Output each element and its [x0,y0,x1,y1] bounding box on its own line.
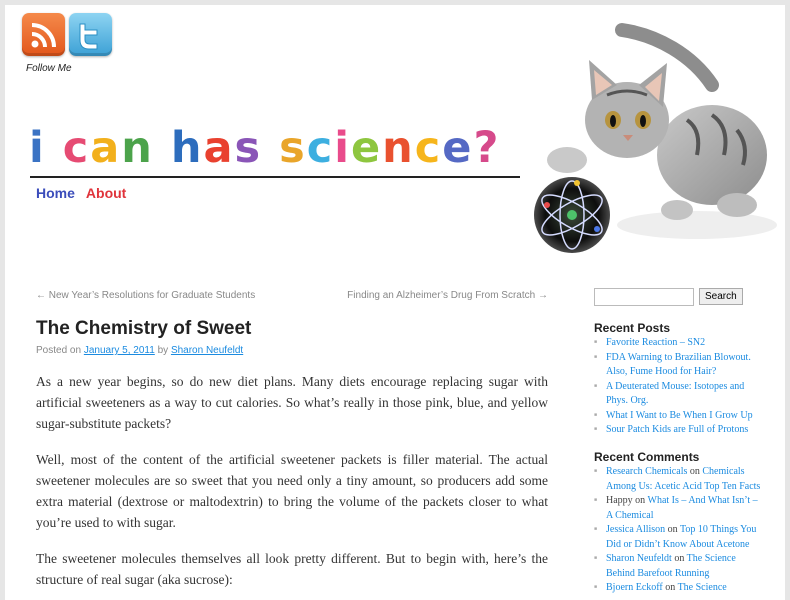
title-letter: n [382,123,415,173]
recent-post-link[interactable]: A Deuterated Mouse: Isotopes and Phys. Org. [606,380,745,406]
post-paragraph: Well, most of the content of the artificial sweetener packets is filler material. The actual sweetener molecules are so sweet that you need only a tiny amount, so producers add some extra material (dextrose or maltodextrin) to bring the volume of the packets closer to what you’re used to with sugar. [36,452,548,530]
comment-on-label: on [665,582,676,593]
comment-post-link[interactable]: Chemicals Among Us: Acetic Acid Top Ten Facts [606,466,761,492]
title-letter: h [170,123,204,173]
comment-post-link[interactable]: The Science [677,582,727,593]
nav-home[interactable]: Home [36,185,75,201]
comment-author-link[interactable]: Research Chemicals [606,466,688,477]
twitter-icon[interactable] [69,13,112,56]
by-label: by [157,345,169,356]
site-title[interactable] [29,113,500,173]
list-item[interactable] [594,423,764,438]
title-letter: n [121,123,154,173]
title-letter: ? [473,123,501,173]
title-letter: a [90,123,122,173]
list-item[interactable] [594,336,764,351]
post-meta [36,345,243,356]
title-letter: s [279,123,307,173]
social-links [22,13,112,56]
search-form [594,288,743,306]
comment-author-link[interactable]: Bjoern Eckoff [606,582,663,593]
search-input[interactable] [594,288,694,306]
recent-comments-title: Recent Comments [594,450,700,464]
list-item[interactable] [594,351,764,380]
title-letter [262,123,279,173]
next-post-link[interactable]: Finding an Alzheimer’s Drug From Scratch → [347,290,548,301]
list-item [594,494,764,523]
comment-on-label: on [674,553,685,564]
follow-me-label: Follow Me [26,63,72,74]
list-item[interactable] [594,409,764,424]
post-content [36,371,548,600]
comment-on-label: on [689,466,700,477]
list-item[interactable] [594,380,764,409]
title-letter: s [234,123,263,173]
comment-post-link[interactable]: The Science Behind Barefoot Running [606,553,736,579]
comment-on-label: on [667,524,678,535]
main-nav [36,185,126,201]
post-author-link[interactable]: Sharon Neufeldt [170,345,244,356]
rss-icon[interactable] [22,13,65,56]
title-letter: a [203,123,235,173]
comment-post-link[interactable]: Top 10 Things You Did or Didn’t Know About Acetone [606,524,757,550]
prev-post-link[interactable]: ← New Year’s Resolutions for Graduate Students [36,290,256,301]
title-letter: c [306,123,335,173]
list-item [594,523,764,552]
recent-posts-list [594,336,764,438]
title-letter: c [62,123,91,173]
list-item [594,465,764,494]
kitten-atom-illustration [527,15,777,275]
comment-author-link[interactable]: Sharon Neufeldt [606,553,672,564]
post-paragraph: The sweetener molecules themselves all look pretty different. But to begin with, here’s the structure of real sugar (aka sucrose): [36,551,548,587]
recent-comments-list [594,465,764,596]
list-item [594,581,764,596]
comment-on-label: on [635,495,646,506]
post-paragraph: As a new year begins, so do new diet plans. Many diets encourage replacing sugar with artificial sweeteners as a way to cut calories. So what’s really in those pink, blue, and yellow sugar-substitute packets? [36,374,548,431]
post-title[interactable]: The Chemistry of Sweet [36,318,252,339]
list-item [594,552,764,581]
posted-on-label: Posted on [36,345,82,356]
comment-author-link[interactable]: Jessica Allison [606,524,666,535]
nav-about[interactable]: About [85,185,127,201]
search-button[interactable]: Search [699,288,743,305]
title-letter: i [334,123,351,173]
recent-post-link[interactable]: Favorite Reaction – SN2 [606,337,706,348]
title-letter [154,123,171,173]
recent-post-link[interactable]: What I Want to Be When I Grow Up [606,409,753,421]
header-rule [30,176,520,178]
recent-posts-title: Recent Posts [594,321,671,335]
title-letter: c [414,123,443,173]
recent-post-link[interactable]: Sour Patch Kids are Full of Protons [606,424,749,435]
page [5,5,785,600]
post-date-link[interactable]: January 5, 2011 [83,345,155,356]
recent-post-link[interactable]: FDA Warning to Brazilian Blowout. Also, Fume Hood for Hair? [606,351,751,377]
title-letter: i [29,123,46,173]
title-letter: e [442,123,474,173]
title-letter [46,123,63,173]
title-letter: e [350,123,383,173]
comment-author: Happy [606,495,633,506]
comment-post-link[interactable]: What Is – And What Isn’t – A Chemical [606,495,758,521]
